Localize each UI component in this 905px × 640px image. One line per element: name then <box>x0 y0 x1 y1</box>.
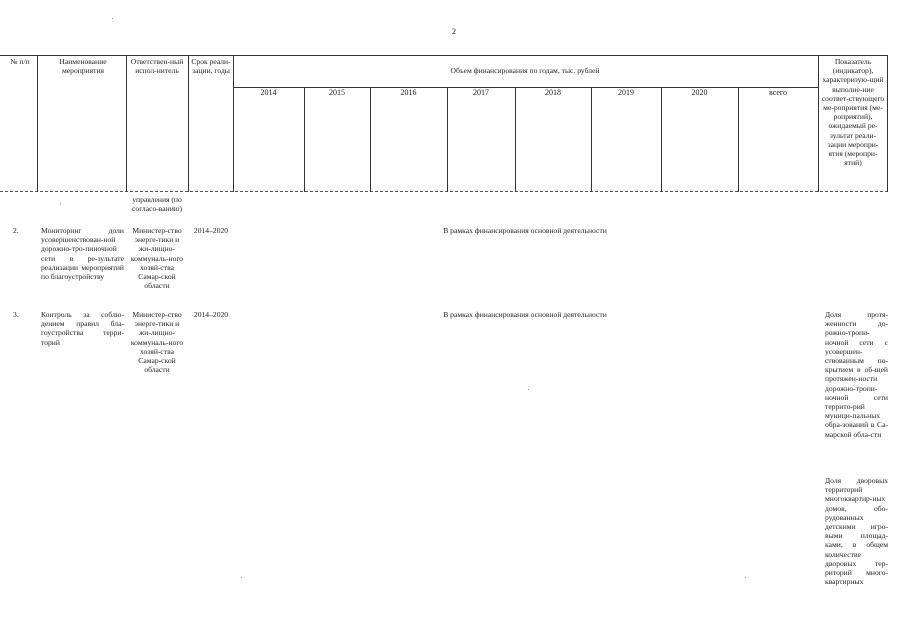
scan-speck <box>60 203 61 204</box>
row-3-term: 2014–2020 <box>193 310 229 319</box>
row-3-executor: Министер-ство энерге-тики и жи-лищно-коммуналь-ного хозяй-ства Самар-ской области <box>130 310 184 375</box>
row-2-term: 2014–2020 <box>193 226 229 235</box>
row-3-funding: В рамках финансирования основной деятельности <box>443 310 607 319</box>
executor-continuation: управления (по согласо-ванию) <box>132 195 182 214</box>
year-2017: 2017 <box>473 88 489 97</box>
year-2016: 2016 <box>400 88 417 97</box>
scan-speck <box>745 577 746 578</box>
row-3-indicator-1: Доля протя-женности до-рожно-тропи-ночной сети с усовершен-ствованным по-крытием в об-щей протяжен-ности дорожно-тропи-ночной сети террито-рий муници-пальных обра-зований в Са-марской обла-сти <box>825 310 888 439</box>
row-3-num: 3. <box>13 310 19 319</box>
header-executor: Ответствен-ный испол-нитель <box>130 57 184 76</box>
year-2020: 2020 <box>691 88 708 97</box>
year-2015: 2015 <box>329 88 345 97</box>
table-header <box>0 55 888 192</box>
row-2-name: Мониторинг доли усовершенствован-ной дорожно-тро-пиночной сети в ре-зультате реализации мероприятий по благоустройству <box>41 226 124 282</box>
year-2014: 2014 <box>260 88 277 97</box>
year-2019: 2019 <box>618 88 634 97</box>
header-term: Срок реали-зации, годы <box>191 57 231 76</box>
header-name: Наименование мероприятия <box>59 57 107 76</box>
scan-speck <box>528 389 529 390</box>
scan-speck <box>112 18 113 19</box>
header-indicator: Показатель (индикатор), характеризую-щий выполне-ние соответ-ствующего ме-роприятия (ме-роприятий), ожидаемый ре-зультат реали-зации меропри-ятия (меропри-ятий) <box>821 57 885 168</box>
row-2-num: 2. <box>13 226 19 235</box>
row-2-funding: В рамках финансирования основной деятельности <box>443 226 607 235</box>
header-num: № п/п <box>10 57 30 66</box>
header-funding: Объем финансирования по годам, тыс. рублей <box>450 66 600 75</box>
year-total: всего <box>768 88 787 97</box>
scan-speck <box>241 577 242 578</box>
row-3-indicator-2: Доля дворовых территорий многоквартир-ных домов, обо-рудованных детскими игро-выми площад-ками, в общем количестве дворовых тер-риторий много-квартирных <box>825 476 888 587</box>
row-3-name: Контроль за соблю-дением правил бла-гоустройства терри-торий <box>41 310 124 347</box>
page-number: 2 <box>452 27 456 36</box>
year-2018: 2018 <box>545 88 561 97</box>
row-2-executor: Министер-ство энерге-тики и жи-лищно-коммуналь-ного хозяй-ства Самар-ской области <box>130 226 184 291</box>
